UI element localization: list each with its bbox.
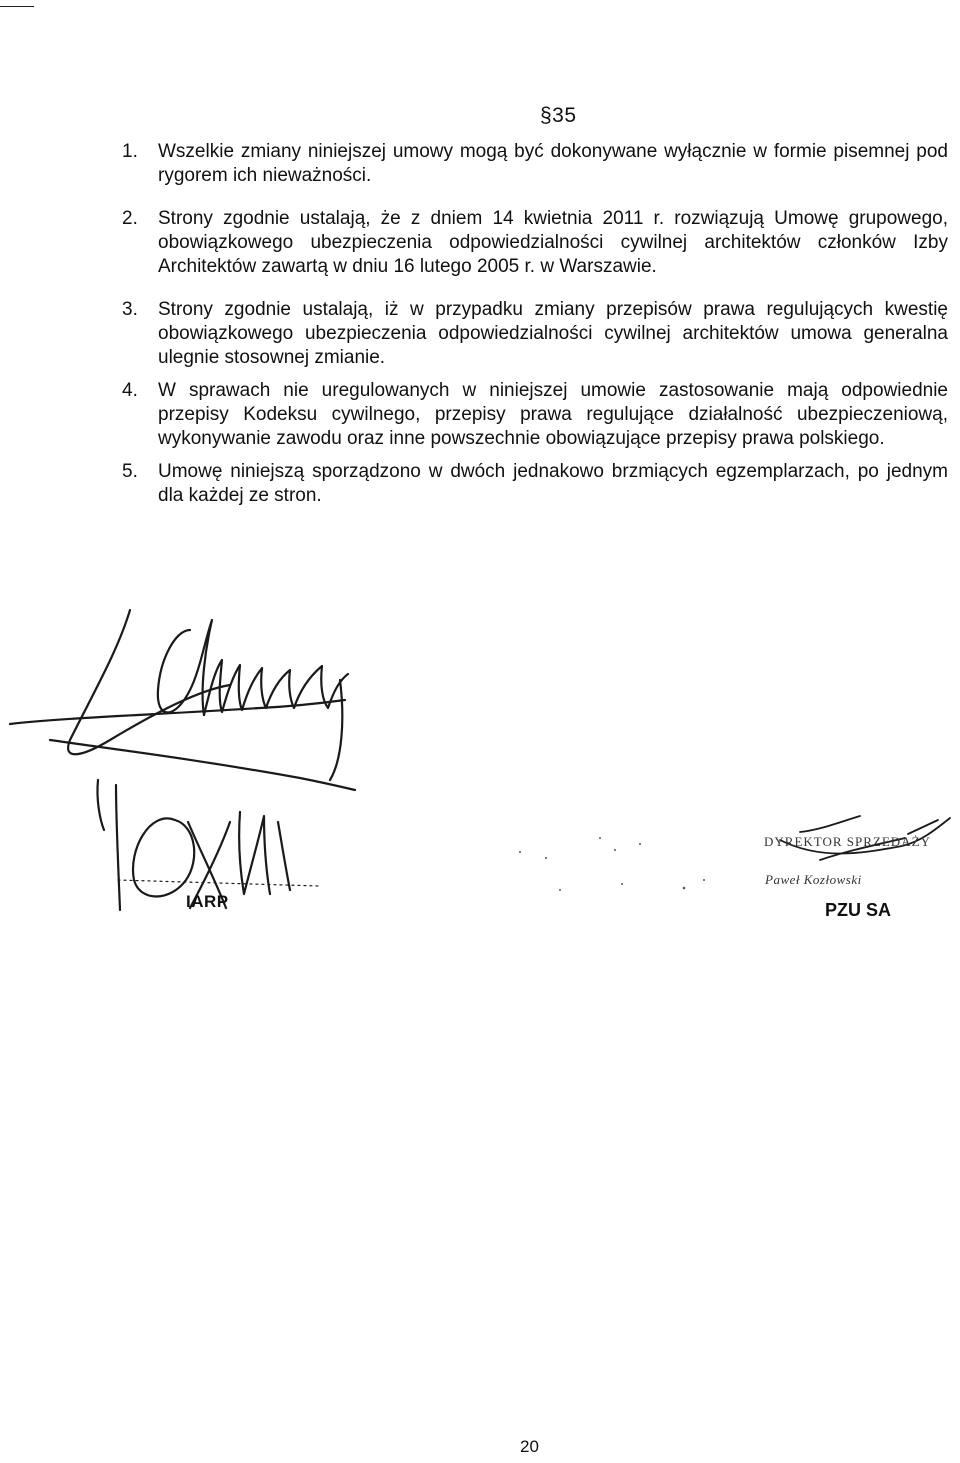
clause-number: 4. (122, 380, 138, 401)
clause-list (122, 140, 948, 527)
clause-number: 5. (122, 461, 138, 482)
scan-specks (519, 837, 705, 891)
left-signature-upper (10, 610, 355, 790)
left-stamp-label: IARP (186, 892, 229, 911)
signature-area (0, 590, 960, 950)
clause-1 (122, 140, 948, 188)
clause-number: 2. (122, 208, 138, 229)
section-heading: §35 (540, 104, 577, 127)
right-stamp-title: DYREKTOR SPRZEDAŻY (764, 834, 931, 849)
clause-3 (122, 298, 948, 370)
clause-2 (122, 207, 948, 279)
page-number: 20 (520, 1437, 539, 1456)
clause-5 (122, 460, 948, 508)
scan-edge-mark (0, 6, 34, 7)
left-signature-lower (97, 780, 318, 910)
clause-text: Wszelkie zmiany niniejszej umowy mogą być dokonywane wyłącznie w formie pisemnej pod rygorem ich nieważności. (158, 141, 948, 186)
clause-text: Umowę niniejszą sporządzono w dwóch jednakowo brzmiących egzemplarzach, po jednym dla każdej ze stron. (158, 461, 948, 506)
right-stamp-name: Paweł Kozłowski (765, 872, 862, 887)
clause-text: W sprawach nie uregulowanych w niniejszej umowie zastosowanie mają odpowiednie przepisy Kodeksu cywilnego, przepisy prawa regulujące działalność ubezpieczeniową, wykonywanie zawodu oraz inne powszechnie obowiązujące przepisy prawa polskiego. (158, 380, 948, 449)
right-stamp-company: PZU SA (825, 900, 892, 920)
clause-text: Strony zgodnie ustalają, iż w przypadku zmiany przepisów prawa regulujących kwestię obowiązkowego ubezpieczenia odpowiedzialności cywilnej architektów umowa generalna ulegnie stosownej zmianie. (158, 299, 948, 368)
clause-number: 1. (122, 141, 138, 162)
handwritten-signatures (0, 590, 960, 950)
clause-text: Strony zgodnie ustalają, że z dniem 14 kwietnia 2011 r. rozwiązują Umowę grupowego, obowiązkowego ubezpieczenia odpowiedzialności cywilnej architektów członków Izby Architektów zawartą w dniu 16 lutego 2005 r. w Warszawie. (158, 208, 948, 277)
clause-number: 3. (122, 299, 138, 320)
clause-4 (122, 379, 948, 451)
